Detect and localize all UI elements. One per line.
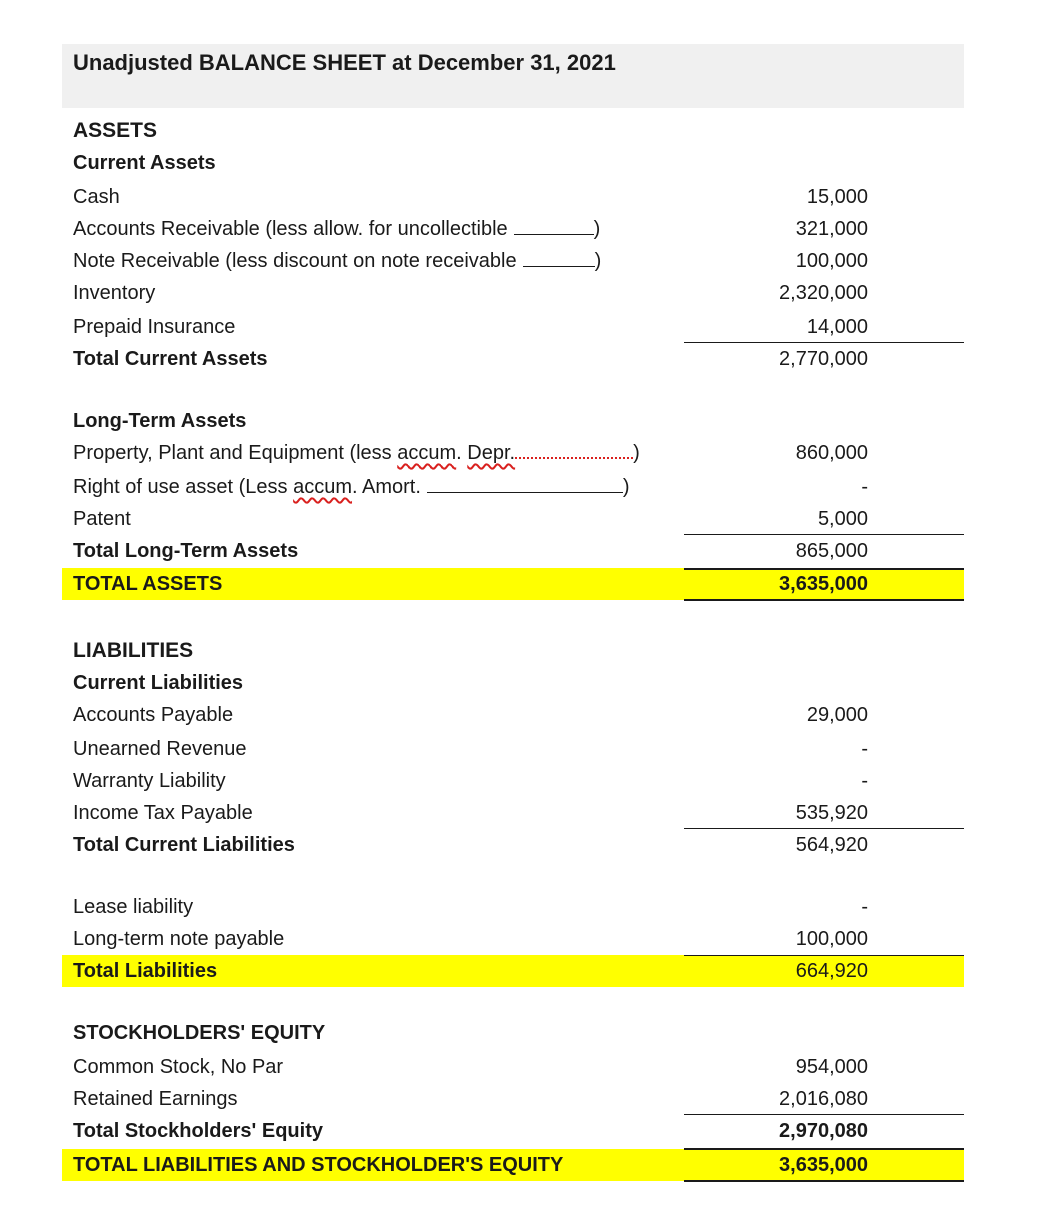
- warranty-liability-label: Warranty Liability: [73, 770, 226, 792]
- unearned-revenue-label: Unearned Revenue: [73, 738, 247, 760]
- accounts-receivable-label: Accounts Receivable (less allow. for uncollectible ): [73, 218, 601, 240]
- liabilities-heading-row: [62, 635, 964, 667]
- prepaid-insurance-value: 14,000: [806, 316, 868, 338]
- total-rule: [684, 599, 964, 601]
- retained-earnings-value: 2,016,080: [779, 1088, 868, 1110]
- cash-label: Cash: [73, 186, 120, 208]
- patent-value: 5,000: [817, 508, 868, 530]
- warranty-liability-row: [62, 765, 964, 797]
- long-term-note-value: 100,000: [795, 928, 868, 950]
- lease-liability-value: -: [861, 896, 868, 918]
- prepaid-insurance-row: [62, 311, 964, 343]
- long-term-assets-heading: Long-Term Assets: [73, 410, 247, 432]
- current-assets-heading-row: [62, 147, 964, 179]
- grand-total-label: TOTAL LIABILITIES AND STOCKHOLDER'S EQUITY: [73, 1154, 564, 1176]
- total-equity-row: [62, 1115, 964, 1147]
- accounts-payable-label: Accounts Payable: [73, 704, 234, 726]
- total-liabilities-value: 664,920: [795, 960, 868, 982]
- total-long-term-assets-row: [62, 535, 964, 567]
- retained-earnings-row: [62, 1083, 964, 1115]
- income-tax-payable-value: 535,920: [795, 802, 868, 824]
- income-tax-payable-label: Income Tax Payable: [73, 802, 253, 824]
- blank-line: [523, 250, 595, 267]
- note-receivable-row: [62, 245, 964, 277]
- total-rule: [684, 1148, 964, 1150]
- ppe-row: [62, 437, 964, 469]
- blank-line: [427, 476, 623, 493]
- assets-heading: ASSETS: [73, 119, 158, 142]
- ppe-value: 860,000: [795, 442, 868, 464]
- assets-heading-row: [62, 115, 964, 147]
- current-liabilities-heading-row: [62, 667, 964, 699]
- sheet-title: Unadjusted BALANCE SHEET at December 31, 2021: [73, 50, 616, 75]
- unearned-revenue-value: -: [861, 738, 868, 760]
- right-of-use-label: Right of use asset (Less accum. Amort. ): [73, 476, 630, 498]
- income-tax-payable-row: [62, 797, 964, 829]
- lease-liability-label: Lease liability: [73, 896, 194, 918]
- retained-earnings-label: Retained Earnings: [73, 1088, 238, 1110]
- inventory-label: Inventory: [73, 282, 156, 304]
- patent-row: [62, 503, 964, 535]
- blank-line: [514, 218, 594, 235]
- right-of-use-row: [62, 471, 964, 503]
- title-bar: [62, 44, 964, 108]
- total-liabilities-label: Total Liabilities: [73, 960, 218, 982]
- total-current-liabilities-value: 564,920: [795, 834, 868, 856]
- long-term-note-row: [62, 923, 964, 955]
- accounts-receivable-value: 321,000: [795, 218, 868, 240]
- prepaid-insurance-label: Prepaid Insurance: [73, 316, 236, 338]
- accounts-receivable-row: [62, 213, 964, 245]
- patent-label: Patent: [73, 508, 131, 530]
- common-stock-value: 954,000: [795, 1056, 868, 1078]
- long-term-note-label: Long-term note payable: [73, 928, 285, 950]
- total-equity-label: Total Stockholders' Equity: [73, 1120, 323, 1142]
- long-term-assets-heading-row: [62, 405, 964, 437]
- total-assets-label: TOTAL ASSETS: [73, 573, 223, 595]
- inventory-row: [62, 277, 964, 309]
- unearned-revenue-row: [62, 733, 964, 765]
- total-equity-value: 2,970,080: [779, 1120, 868, 1142]
- total-long-term-assets-value: 865,000: [795, 540, 868, 562]
- total-current-assets-value: 2,770,000: [779, 348, 868, 370]
- accounts-payable-row: [62, 699, 964, 731]
- common-stock-label: Common Stock, No Par: [73, 1056, 284, 1078]
- equity-heading-row: [62, 1017, 964, 1049]
- accounts-payable-value: 29,000: [806, 704, 868, 726]
- equity-heading: STOCKHOLDERS' EQUITY: [73, 1022, 326, 1044]
- cash-value: 15,000: [806, 186, 868, 208]
- spellcheck-underline: [515, 441, 633, 459]
- inventory-value: 2,320,000: [779, 282, 868, 304]
- total-rule: [684, 1180, 964, 1182]
- total-liabilities-row: [62, 955, 964, 987]
- note-receivable-value: 100,000: [795, 250, 868, 272]
- cash-row: [62, 181, 964, 213]
- total-current-assets-label: Total Current Assets: [73, 348, 268, 370]
- common-stock-row: [62, 1051, 964, 1083]
- total-long-term-assets-label: Total Long-Term Assets: [73, 540, 299, 562]
- subtotal-rule: [684, 955, 964, 956]
- total-rule: [684, 568, 964, 570]
- warranty-liability-value: -: [861, 770, 868, 792]
- total-current-assets-row: [62, 343, 964, 375]
- total-assets-row: [62, 568, 964, 600]
- lease-liability-row: [62, 891, 964, 923]
- note-receivable-label: Note Receivable (less discount on note receivable ): [73, 250, 602, 272]
- current-assets-heading: Current Assets: [73, 152, 216, 174]
- liabilities-heading: LIABILITIES: [73, 639, 194, 662]
- total-current-liabilities-row: [62, 829, 964, 861]
- total-assets-value: 3,635,000: [779, 573, 868, 595]
- right-of-use-value: -: [861, 476, 868, 498]
- grand-total-value: 3,635,000: [779, 1154, 868, 1176]
- grand-total-row: [62, 1149, 964, 1181]
- ppe-label: Property, Plant and Equipment (less accum. Depr. ): [73, 442, 640, 464]
- total-current-liabilities-label: Total Current Liabilities: [73, 834, 295, 856]
- current-liabilities-heading: Current Liabilities: [73, 672, 244, 694]
